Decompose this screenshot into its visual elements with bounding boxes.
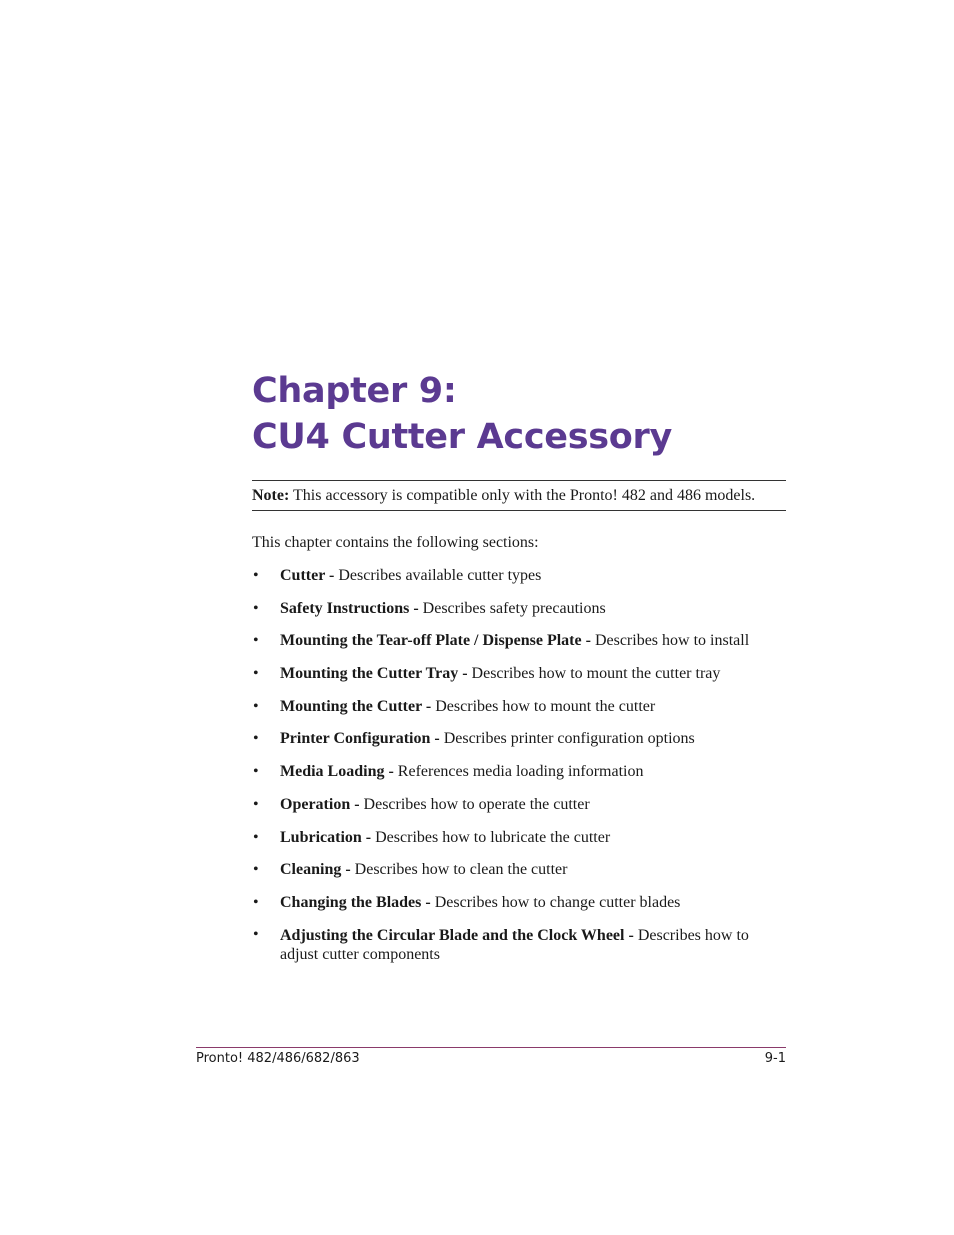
section-desc: Describes how to change cutter blades <box>434 893 681 911</box>
bullet-icon: • <box>253 730 259 748</box>
bullet-icon: • <box>253 665 259 683</box>
chapter-title <box>252 368 672 460</box>
section-title: Cutter - <box>280 567 339 584</box>
list-item <box>252 598 786 631</box>
section-title: Mounting the Cutter Tray - <box>280 665 472 683</box>
section-title: Operation - <box>280 795 364 813</box>
chapter-name: CU4 Cutter Accessory <box>252 417 672 457</box>
section-desc: References media loading information <box>397 763 644 781</box>
note-text: This accessory is compatible only with the Pronto! 482 and 486 models. <box>289 487 756 504</box>
section-desc: Describes how to mount the cutter <box>435 697 656 715</box>
bullet-icon: • <box>253 567 259 584</box>
note-label: Note: <box>252 487 290 504</box>
bullet-icon: • <box>253 828 259 846</box>
bullet-icon: • <box>253 763 259 781</box>
section-list <box>252 565 786 964</box>
section-title: Lubrication - <box>280 828 376 846</box>
bullet-icon: • <box>253 632 259 650</box>
list-item <box>252 925 786 964</box>
section-desc: Describes how to clean the cutter <box>354 861 568 879</box>
list-item <box>252 728 786 761</box>
section-title: Changing the Blades - <box>280 893 435 911</box>
list-item <box>252 696 786 729</box>
section-title: Adjusting the Circular Blade and the Clock Wheel - <box>280 926 638 944</box>
section-desc: Describes available cutter types <box>338 567 542 584</box>
chapter-number: Chapter 9: <box>252 371 457 411</box>
bullet-icon: • <box>253 795 259 813</box>
section-desc: Describes how to lubricate the cutter <box>375 828 611 846</box>
section-desc: Describes how to mount the cutter tray <box>471 665 721 683</box>
footer-page-number: 9-1 <box>764 1051 786 1066</box>
list-item <box>252 794 786 827</box>
section-title: Cleaning - <box>280 861 355 879</box>
list-item <box>252 663 786 696</box>
list-item <box>252 565 786 598</box>
list-item <box>252 859 786 892</box>
list-item <box>252 761 786 794</box>
section-desc: Describes safety precautions <box>422 599 606 617</box>
list-item <box>252 827 786 860</box>
list-item <box>252 892 786 925</box>
footer-divider <box>196 1047 786 1048</box>
section-title: Printer Configuration - <box>280 730 444 748</box>
section-desc: Describes how to operate the cutter <box>363 795 590 813</box>
footer-product-name: Pronto! 482/486/682/863 <box>196 1051 360 1066</box>
section-title: Mounting the Tear-off Plate / Dispense Plate - <box>280 632 595 650</box>
section-desc: Describes how to install <box>594 632 750 650</box>
compatibility-note <box>252 480 786 511</box>
list-item <box>252 630 786 663</box>
bullet-icon: • <box>253 599 259 617</box>
bullet-icon: • <box>253 893 259 911</box>
bullet-icon: • <box>253 697 259 715</box>
section-title: Safety Instructions - <box>280 599 423 617</box>
intro-text: This chapter contains the following sections: <box>252 534 539 551</box>
section-title: Media Loading - <box>280 763 398 781</box>
section-desc: Describes how to adjust cutter components <box>280 926 749 963</box>
bullet-icon: • <box>253 861 259 879</box>
section-title: Mounting the Cutter - <box>280 697 436 715</box>
section-desc: Describes printer configuration options <box>443 730 695 748</box>
bullet-icon: • <box>253 925 259 943</box>
